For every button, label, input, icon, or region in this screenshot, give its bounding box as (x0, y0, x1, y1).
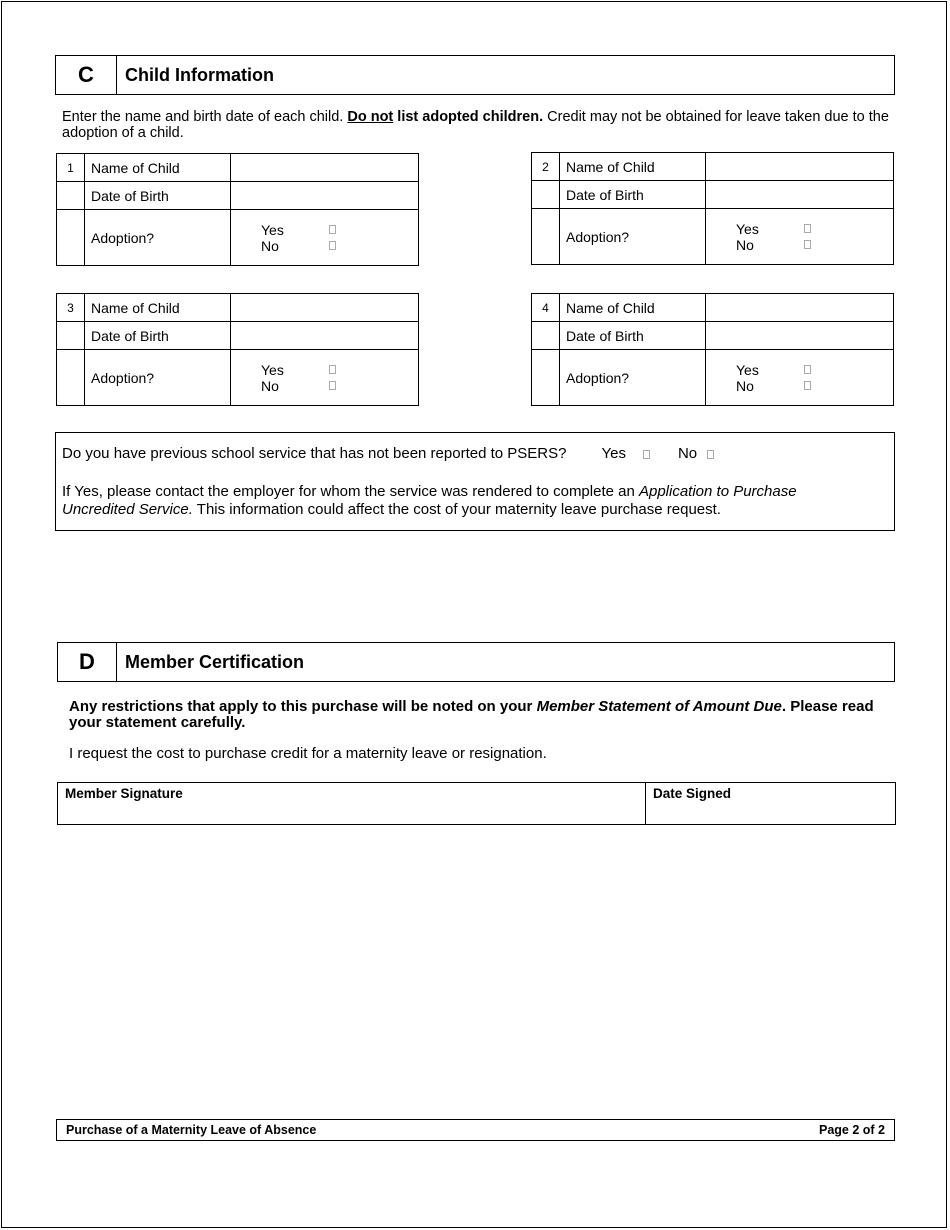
restrictions-text-post: . Please read your statement carefully. (69, 698, 874, 731)
previous-service-box (55, 432, 895, 531)
yes-label: Yes (736, 220, 759, 237)
adoption-no-checkbox[interactable] (804, 240, 811, 249)
intro-post: Credit may not be obtained for leave taken due to the adoption of a child. (62, 109, 889, 141)
date-of-birth-label: Date of Birth (85, 322, 231, 350)
previous-service-yes-label: Yes (601, 445, 626, 462)
date-signed-field[interactable] (646, 783, 895, 824)
yes-label: Yes (261, 221, 284, 238)
note-text-post: This information could affect the cost of your maternity leave purchase request. (192, 501, 721, 518)
section-c-title: Child Information (125, 64, 274, 85)
previous-service-note (62, 483, 852, 519)
name-of-child-label: Name of Child (85, 154, 231, 182)
date-of-birth-label: Date of Birth (560, 322, 706, 350)
date-of-birth-field[interactable] (231, 182, 419, 210)
adoption-no-checkbox[interactable] (329, 381, 336, 390)
statement-name: Member Statement of Amount Due (536, 698, 782, 715)
no-label: No (261, 377, 279, 394)
previous-service-question: Do you have previous school service that has not been reported to PSERS? (62, 445, 567, 462)
member-signature-label: Member Signature (65, 786, 183, 801)
child-number: 1 (57, 154, 85, 182)
signature-table (57, 782, 896, 825)
adoption-no-checkbox[interactable] (804, 381, 811, 390)
adoption-yes-checkbox[interactable] (329, 365, 336, 374)
name-of-child-field[interactable] (231, 294, 419, 322)
name-of-child-label: Name of Child (560, 153, 706, 181)
section-d-title: Member Certification (125, 651, 305, 672)
child-number: 4 (532, 294, 560, 322)
date-of-birth-label: Date of Birth (85, 182, 231, 210)
intro-do-not: Do not (347, 109, 394, 125)
yes-label: Yes (261, 361, 284, 378)
page-footer (56, 1119, 895, 1141)
date-of-birth-label: Date of Birth (560, 181, 706, 209)
previous-service-yes-checkbox[interactable] (643, 450, 650, 459)
date-of-birth-field[interactable] (231, 322, 419, 350)
name-of-child-label: Name of Child (560, 294, 706, 322)
adoption-label: Adoption? (85, 350, 231, 406)
child-table-2 (531, 152, 894, 265)
date-signed-label: Date Signed (653, 786, 732, 801)
restrictions-text: Any restrictions that apply to this purchase will be noted on your (69, 698, 537, 715)
section-c-header (55, 55, 895, 95)
previous-service-no-checkbox[interactable] (707, 450, 714, 459)
note-text: If Yes, please contact the employer for whom the service was rendered to complete an (62, 483, 639, 500)
member-signature-field[interactable] (58, 783, 646, 824)
name-of-child-field[interactable] (706, 294, 894, 322)
yes-label: Yes (736, 361, 759, 378)
child-table-3 (56, 293, 419, 406)
adoption-no-checkbox[interactable] (329, 241, 336, 250)
date-of-birth-field[interactable] (706, 181, 894, 209)
intro-text: Enter the name and birth date of each child. (62, 109, 348, 125)
section-d-header (57, 642, 895, 682)
intro-bold: list adopted children. (393, 109, 544, 125)
adoption-label: Adoption? (560, 209, 706, 265)
child-table-4 (531, 293, 894, 406)
adoption-yes-checkbox[interactable] (804, 224, 811, 233)
no-label: No (736, 236, 754, 253)
previous-service-question-row (62, 445, 862, 463)
adoption-label: Adoption? (85, 210, 231, 266)
adoption-yes-checkbox[interactable] (804, 365, 811, 374)
section-c-letter: C (56, 56, 117, 94)
adoption-label: Adoption? (560, 350, 706, 406)
footer-form-title: Purchase of a Maternity Leave of Absence (66, 1123, 317, 1137)
child-number: 3 (57, 294, 85, 322)
no-label: No (261, 237, 279, 254)
previous-service-no-label: No (677, 445, 698, 462)
request-statement: I request the cost to purchase credit for a maternity leave or resignation. (69, 745, 547, 762)
application-form-name: Application to Purchase Uncredited Service. (62, 483, 797, 518)
section-d-letter: D (58, 643, 117, 681)
child-table-1 (56, 153, 419, 266)
name-of-child-field[interactable] (706, 153, 894, 181)
no-label: No (736, 377, 754, 394)
adoption-yes-checkbox[interactable] (329, 225, 336, 234)
date-of-birth-field[interactable] (706, 322, 894, 350)
restrictions-notice (69, 699, 884, 731)
name-of-child-field[interactable] (231, 154, 419, 182)
name-of-child-label: Name of Child (85, 294, 231, 322)
section-c-instructions (62, 109, 892, 141)
child-number: 2 (532, 153, 560, 181)
footer-page-number: Page 2 of 2 (819, 1123, 885, 1137)
